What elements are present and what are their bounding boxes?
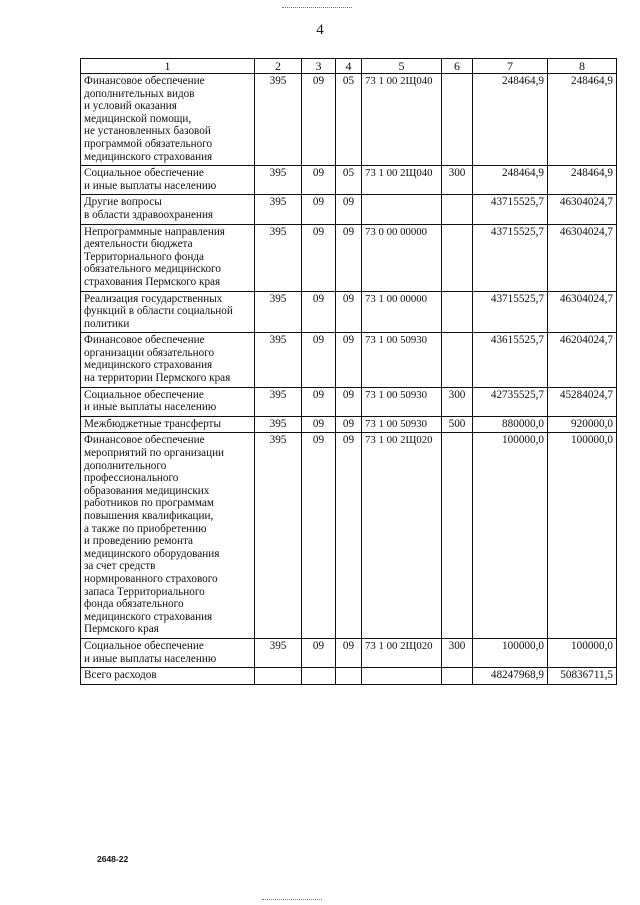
cell-code: 395 bbox=[255, 416, 302, 433]
cell-expense-type bbox=[442, 224, 473, 291]
cell-code: 395 bbox=[255, 333, 302, 387]
cell-section: 09 bbox=[302, 387, 336, 416]
cell-section: 09 bbox=[302, 195, 336, 224]
cell-amount-year1: 43715525,7 bbox=[473, 195, 548, 224]
cell-target-article: 73 1 00 2Щ040 bbox=[362, 74, 442, 166]
table-body bbox=[81, 74, 617, 685]
row-name: Другие вопросы в области здравоохранения bbox=[81, 195, 255, 224]
scan-artifact-top bbox=[282, 7, 352, 8]
cell-section: 09 bbox=[302, 638, 336, 667]
cell-target-article: 73 1 00 00000 bbox=[362, 291, 442, 333]
cell-expense-type: 300 bbox=[442, 638, 473, 667]
cell-target-article: 73 1 00 2Щ020 bbox=[362, 638, 442, 667]
cell-subsection: 05 bbox=[336, 166, 362, 195]
cell-expense-type bbox=[442, 333, 473, 387]
table-row bbox=[81, 166, 617, 195]
table-row bbox=[81, 333, 617, 387]
cell-section: 09 bbox=[302, 291, 336, 333]
cell-amount-year2: 46304024,7 bbox=[548, 195, 617, 224]
cell-code bbox=[255, 668, 302, 685]
cell-amount-year1: 100000,0 bbox=[473, 433, 548, 639]
cell-amount-year1: 43615525,7 bbox=[473, 333, 548, 387]
cell-subsection: 09 bbox=[336, 195, 362, 224]
page-number: 4 bbox=[316, 22, 324, 38]
cell-subsection: 09 bbox=[336, 333, 362, 387]
table-row bbox=[81, 195, 617, 224]
cell-amount-year1: 48247968,9 bbox=[473, 668, 548, 685]
row-name: Всего расходов bbox=[81, 668, 255, 685]
cell-amount-year2: 100000,0 bbox=[548, 638, 617, 667]
budget-table bbox=[80, 58, 617, 685]
cell-amount-year1: 248464,9 bbox=[473, 74, 548, 166]
cell-amount-year2: 920000,0 bbox=[548, 416, 617, 433]
cell-target-article: 73 1 00 50930 bbox=[362, 333, 442, 387]
cell-section: 09 bbox=[302, 416, 336, 433]
cell-expense-type: 300 bbox=[442, 166, 473, 195]
cell-subsection: 09 bbox=[336, 638, 362, 667]
table-row bbox=[81, 224, 617, 291]
column-header: 8 bbox=[548, 59, 617, 74]
table-row bbox=[81, 416, 617, 433]
cell-expense-type bbox=[442, 668, 473, 685]
cell-code: 395 bbox=[255, 291, 302, 333]
cell-expense-type bbox=[442, 195, 473, 224]
cell-subsection: 09 bbox=[336, 387, 362, 416]
cell-amount-year2: 248464,9 bbox=[548, 166, 617, 195]
table-row bbox=[81, 291, 617, 333]
table-row bbox=[81, 74, 617, 166]
column-header: 2 bbox=[255, 59, 302, 74]
cell-amount-year2: 45284024,7 bbox=[548, 387, 617, 416]
cell-code: 395 bbox=[255, 74, 302, 166]
cell-code: 395 bbox=[255, 387, 302, 416]
cell-amount-year2: 46304024,7 bbox=[548, 224, 617, 291]
cell-target-article bbox=[362, 668, 442, 685]
cell-amount-year1: 42735525,7 bbox=[473, 387, 548, 416]
scan-artifact-bottom bbox=[262, 899, 322, 900]
cell-amount-year1: 248464,9 bbox=[473, 166, 548, 195]
cell-amount-year1: 880000,0 bbox=[473, 416, 548, 433]
cell-expense-type bbox=[442, 291, 473, 333]
cell-amount-year1: 43715525,7 bbox=[473, 224, 548, 291]
row-name: Социальное обеспечение и иные выплаты населению bbox=[81, 638, 255, 667]
column-header: 7 bbox=[473, 59, 548, 74]
cell-code: 395 bbox=[255, 195, 302, 224]
cell-expense-type: 300 bbox=[442, 387, 473, 416]
cell-target-article: 73 0 00 00000 bbox=[362, 224, 442, 291]
row-name: Социальное обеспечение и иные выплаты населению bbox=[81, 387, 255, 416]
cell-amount-year1: 100000,0 bbox=[473, 638, 548, 667]
table-row bbox=[81, 638, 617, 667]
cell-target-article bbox=[362, 195, 442, 224]
cell-subsection: 09 bbox=[336, 291, 362, 333]
column-header: 1 bbox=[81, 59, 255, 74]
column-header: 3 bbox=[302, 59, 336, 74]
cell-code: 395 bbox=[255, 166, 302, 195]
row-name: Реализация государственных функций в области социальной политики bbox=[81, 291, 255, 333]
cell-section: 09 bbox=[302, 74, 336, 166]
cell-amount-year2: 248464,9 bbox=[548, 74, 617, 166]
cell-amount-year2: 50836711,5 bbox=[548, 668, 617, 685]
row-name: Социальное обеспечение и иные выплаты населению bbox=[81, 166, 255, 195]
cell-target-article: 73 1 00 2Щ020 bbox=[362, 433, 442, 639]
cell-section: 09 bbox=[302, 224, 336, 291]
cell-expense-type: 500 bbox=[442, 416, 473, 433]
cell-section: 09 bbox=[302, 333, 336, 387]
row-name: Финансовое обеспечение мероприятий по организации дополнительного профессионального образования медицинских работников по программам повышения квалификации, а также по приобретению и проведению ремонта медицинского оборудования за счет средств нормированного страхового запаса Территориального фонда обязательного медицинского страхования Пермского края bbox=[81, 433, 255, 639]
row-name: Непрограммные направления деятельности бюджета Территориального фонда обязательного медицинского страхования Пермского края bbox=[81, 224, 255, 291]
cell-amount-year2: 46304024,7 bbox=[548, 291, 617, 333]
column-header: 4 bbox=[336, 59, 362, 74]
row-name: Финансовое обеспечение организации обязательного медицинского страхования на территории Пермского края bbox=[81, 333, 255, 387]
cell-subsection: 09 bbox=[336, 224, 362, 291]
cell-target-article: 73 1 00 50930 bbox=[362, 416, 442, 433]
cell-expense-type bbox=[442, 74, 473, 166]
cell-section: 09 bbox=[302, 166, 336, 195]
row-name: Финансовое обеспечение дополнительных видов и условий оказания медицинской помощи, не установленных базовой программой обязательного медицинского страхования bbox=[81, 74, 255, 166]
cell-target-article: 73 1 00 2Щ040 bbox=[362, 166, 442, 195]
cell-section: 09 bbox=[302, 433, 336, 639]
table-row bbox=[81, 387, 617, 416]
table-row bbox=[81, 668, 617, 685]
cell-subsection: 09 bbox=[336, 416, 362, 433]
cell-subsection bbox=[336, 668, 362, 685]
column-header: 6 bbox=[442, 59, 473, 74]
cell-subsection: 09 bbox=[336, 433, 362, 639]
cell-code: 395 bbox=[255, 638, 302, 667]
cell-amount-year2: 100000,0 bbox=[548, 433, 617, 639]
cell-expense-type bbox=[442, 433, 473, 639]
cell-code: 395 bbox=[255, 224, 302, 291]
column-header: 5 bbox=[362, 59, 442, 74]
document-code: 2648-22 bbox=[97, 854, 129, 864]
cell-section bbox=[302, 668, 336, 685]
table-header-row bbox=[81, 59, 617, 74]
row-name: Межбюджетные трансферты bbox=[81, 416, 255, 433]
cell-target-article: 73 1 00 50930 bbox=[362, 387, 442, 416]
cell-amount-year1: 43715525,7 bbox=[473, 291, 548, 333]
table-row bbox=[81, 433, 617, 639]
cell-subsection: 05 bbox=[336, 74, 362, 166]
cell-code: 395 bbox=[255, 433, 302, 639]
cell-amount-year2: 46204024,7 bbox=[548, 333, 617, 387]
